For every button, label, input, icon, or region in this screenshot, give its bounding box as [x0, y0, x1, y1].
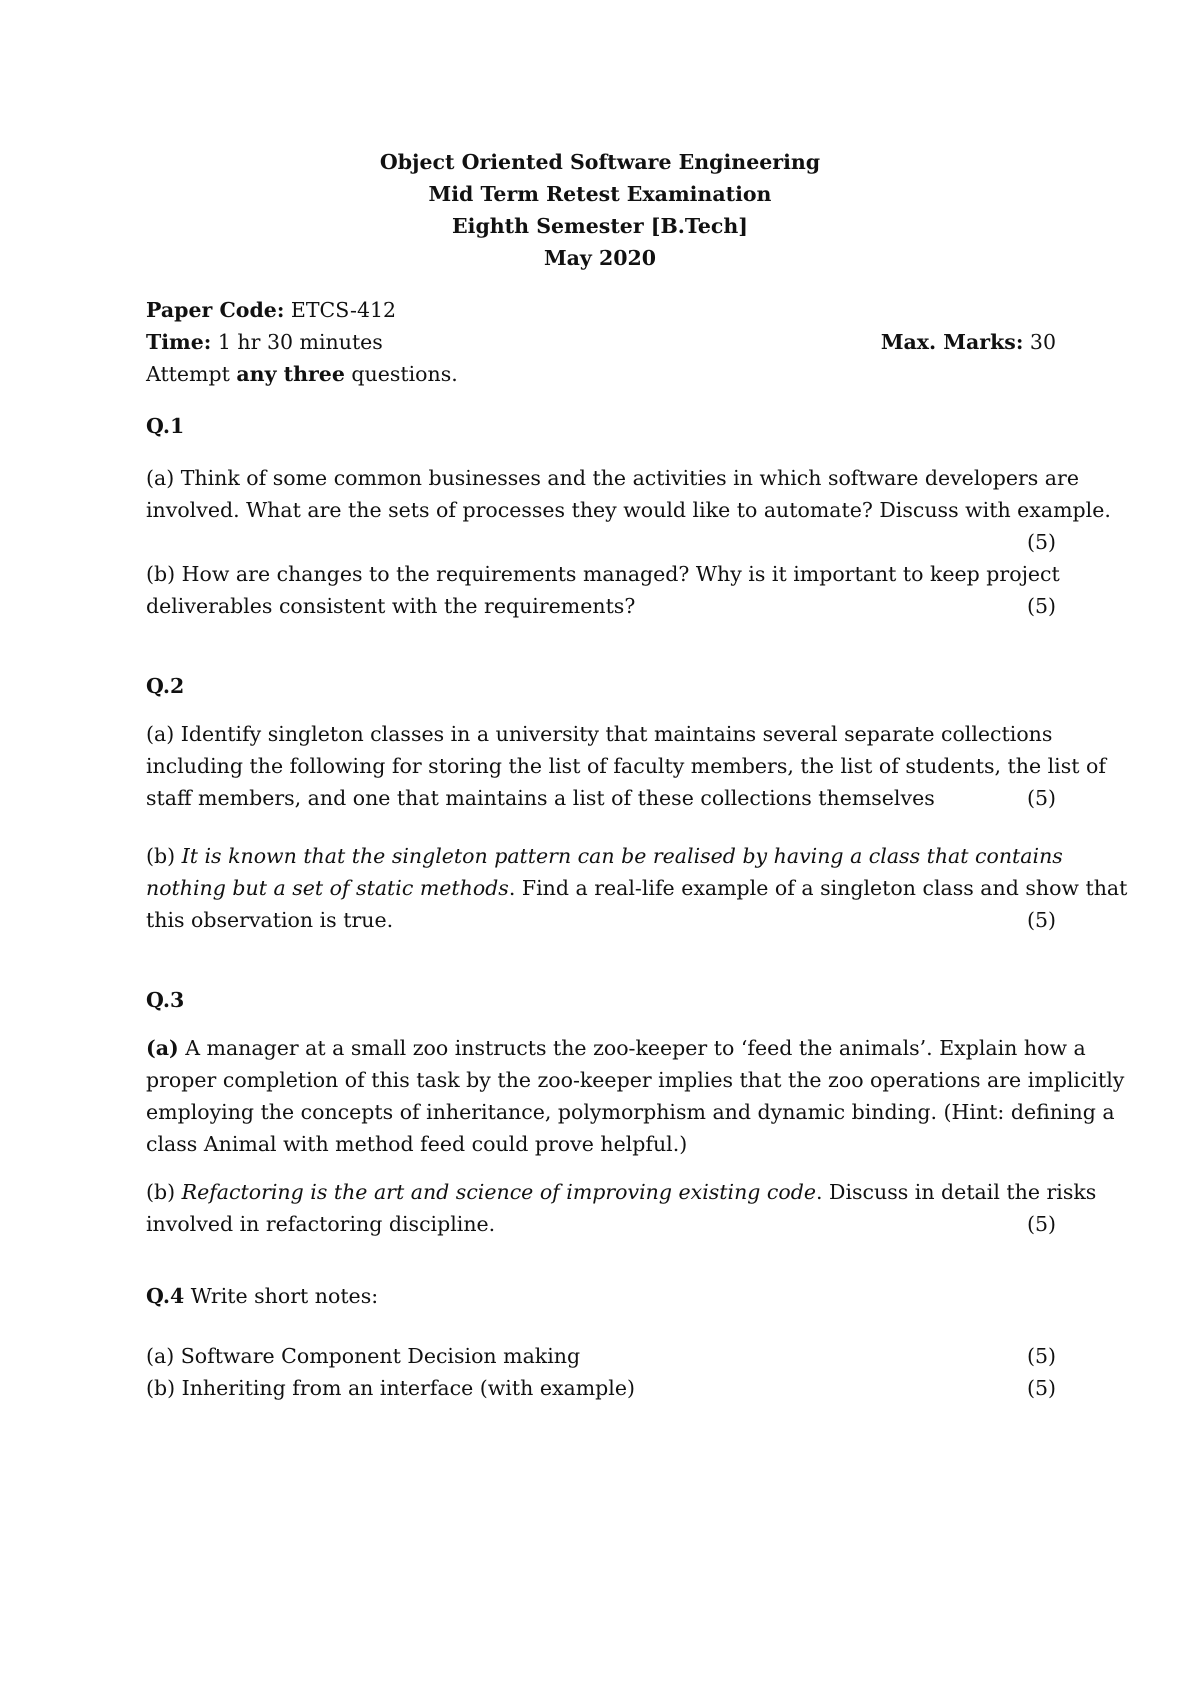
- q3-a-line3: employing the concepts of inheritance, polymorphism and dynamic binding. (Hint: defining a: [146, 1100, 1115, 1124]
- q3-label: Q.3: [146, 988, 185, 1012]
- q2-a-line3-row: [146, 782, 1056, 814]
- q4-intro: Write short notes:: [184, 1284, 379, 1308]
- q4-b-text: (b) Inheriting from an interface (with example): [146, 1376, 635, 1400]
- max-marks-value: 30: [1023, 330, 1056, 354]
- q3-b-rest: . Discuss in detail the risks: [816, 1180, 1097, 1204]
- q3-b-quote: Refactoring is the art and science of improving existing code: [181, 1180, 816, 1204]
- q2-part-b: [146, 840, 1128, 936]
- q2-b-rest: . Find a real-life example of a singleton class and show that: [508, 876, 1128, 900]
- max-marks: [881, 326, 1056, 358]
- instruction-text-end: questions.: [344, 362, 458, 386]
- q2-b-marks: (5): [1026, 908, 1056, 932]
- exam-header: [144, 146, 1056, 274]
- q4-a-text: (a) Software Component Decision making: [146, 1344, 581, 1368]
- q2-b-quote1: It is known that the singleton pattern can be realised by having a class that contains: [181, 844, 1063, 868]
- q2-a-line3: staff members, and one that maintains a list of these collections themselves: [146, 786, 935, 810]
- q1-part-b: [146, 558, 1060, 622]
- q2-b-line2: [146, 872, 1128, 904]
- paper-code-line: [146, 294, 1056, 326]
- q2-b-line3-row: [146, 904, 1056, 936]
- q2-b-line3: this observation is true.: [146, 908, 394, 932]
- q4-b-marks: (5): [1026, 1376, 1056, 1400]
- exam-content: [146, 146, 1128, 1404]
- q1-b-line2: deliverables consistent with the requirements?: [146, 594, 636, 618]
- q2-label: Q.2: [146, 674, 185, 698]
- q3-part-a: [146, 1032, 1125, 1160]
- q1-b-marks: (5): [1026, 594, 1056, 618]
- q4-a-row: [146, 1340, 1056, 1372]
- q1-b-line2-row: [146, 590, 1056, 622]
- q2-b-quote2: nothing but a set of static methods: [146, 876, 509, 900]
- q3-b-line1: [146, 1176, 1097, 1208]
- time-line: [146, 326, 1056, 358]
- time-value: 1 hr 30 minutes: [211, 330, 383, 354]
- q3-a-line1: [146, 1032, 1086, 1064]
- q2-a-line2: including the following for storing the list of faculty members, the list of students, the list of: [146, 754, 1106, 778]
- q3-a-text1: A manager at a small zoo instructs the zoo-keeper to ‘feed the animals’. Explain how a: [178, 1036, 1086, 1060]
- q2-part-a: [146, 718, 1106, 814]
- instruction-text: Attempt: [146, 362, 237, 386]
- paper-code-label: Paper Code:: [146, 298, 285, 322]
- course-title: Object Oriented Software Engineering: [379, 150, 821, 174]
- q1-b-line1: (b) How are changes to the requirements managed? Why is it important to keep project: [146, 562, 1060, 586]
- q4-label: Q.4: [146, 1284, 185, 1308]
- q4-heading: [146, 1280, 1056, 1312]
- q1-part-a: [146, 462, 1111, 558]
- q2-a-line1: (a) Identify singleton classes in a university that maintains several separate collections: [146, 722, 1053, 746]
- q3-a-prefix: (a): [146, 1036, 179, 1060]
- q4-a-marks: (5): [1026, 1344, 1056, 1368]
- instruction-emphasis: any three: [236, 362, 345, 386]
- q3-a-line2: proper completion of this task by the zoo-keeper implies that the zoo operations are implicitly: [146, 1068, 1125, 1092]
- semester: Eighth Semester [B.Tech]: [452, 214, 748, 238]
- q3-part-b: [146, 1176, 1097, 1240]
- q3-b-prefix: (b): [146, 1180, 182, 1204]
- exam-date: May 2020: [543, 246, 657, 270]
- exam-name: Mid Term Retest Examination: [428, 182, 772, 206]
- q1-a-marks: (5): [1026, 530, 1056, 554]
- max-marks-label: Max. Marks:: [880, 330, 1024, 354]
- q1-a-line2: involved. What are the sets of processes they would like to automate? Discuss with example.: [146, 498, 1111, 522]
- q2-b-prefix: (b): [146, 844, 182, 868]
- q1-a-line1: (a) Think of some common businesses and the activities in which software developers are: [146, 466, 1079, 490]
- q3-b-line2-row: [146, 1208, 1056, 1240]
- q2-a-marks: (5): [1026, 786, 1056, 810]
- q2-b-line1: [146, 840, 1063, 872]
- instruction-line: [146, 358, 1056, 390]
- q3-b-marks: (5): [1026, 1212, 1056, 1236]
- time-label: Time:: [146, 330, 212, 354]
- paper-code-value: ETCS-412: [284, 298, 397, 322]
- q3-a-line4: class Animal with method feed could prove helpful.): [146, 1132, 688, 1156]
- q4-b-row: [146, 1372, 1056, 1404]
- q1-label: Q.1: [146, 414, 185, 438]
- q3-b-line2: involved in refactoring discipline.: [146, 1212, 496, 1236]
